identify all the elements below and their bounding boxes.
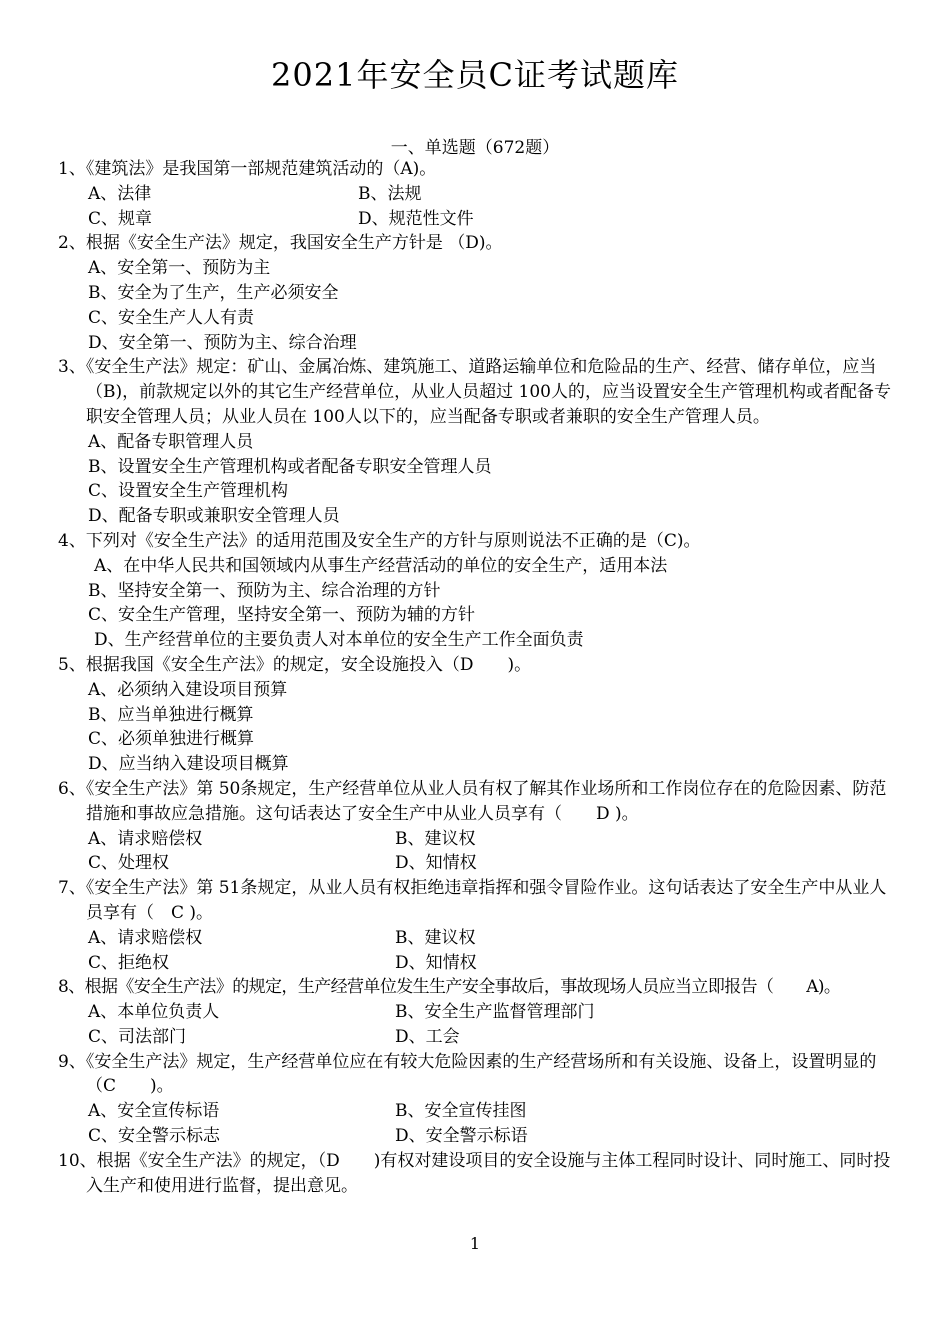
question [58,975,903,1049]
option-row [58,951,903,976]
option: A、必须纳入建设项目预算 [88,679,288,700]
question [58,653,903,777]
question [58,1149,903,1199]
question-text: 9、《安全生产法》规定，生产经营单位应在有较大危险因素的生产经营场所和有关设施、设备上，设置明显的（C )。 [58,1051,877,1097]
option-row [58,1000,903,1025]
section-heading: 一、单选题（672题） [390,138,560,158]
option: D、安全第一、预防为主、综合治理 [88,332,357,353]
option: A、本单位负责人 [88,1002,220,1023]
option-row [58,207,903,232]
question [58,231,903,355]
option-row [58,1099,903,1124]
option: B、应当单独进行概算 [88,704,254,725]
option: A、法律 [88,183,152,204]
question-text: 8、根据《安全生产法》的规定，生产经营单位发生生产安全事故后，事故现场人员应当立即报告（ A)。 [58,977,841,998]
option: C、拒绝权 [88,952,170,973]
option: C、安全警示标志 [88,1126,221,1147]
option: A、安全第一、预防为主 [88,258,271,279]
page-number: 1 [469,1234,481,1253]
option: C、规章 [88,208,153,229]
option: D、规范性文件 [358,208,474,229]
option: D、知情权 [395,952,477,973]
option: B、建议权 [395,927,476,948]
question-text: 3、《安全生产法》规定：矿山、金属冶炼、建筑施工、道路运输单位和危险品的生产、经营、储存单位，应当（B)，前款规定以外的其它生产经营单位，从业人员超过 100人的，应当设置安全生产管理机构或者配备专职安全管理人员；从业人员在 100人以下的，应当配备专职或者兼职的安全生产管理人员。 [58,357,891,427]
option: A、安全宣传标语 [88,1101,220,1122]
question-list [58,157,903,1198]
option: D、生产经营单位的主要负责人对本单位的安全生产工作全面负责 [94,630,584,651]
question-text: 4、下列对《安全生产法》的适用范围及安全生产的方针与原则说法不正确的是（C)。 [58,530,701,551]
option-row [58,182,903,207]
option: B、安全为了生产，生产必须安全 [88,282,339,303]
option: D、应当纳入建设项目概算 [88,754,289,775]
option: B、法规 [358,183,422,204]
option-row [58,1124,903,1149]
document-title: 2021年安全员C证考试题库 [271,56,679,94]
option-row [58,851,903,876]
question [58,1050,903,1149]
option: A、在中华人民共和国领域内从事生产经营活动的单位的安全生产，适用本法 [94,555,668,576]
question [58,876,903,975]
option: C、设置安全生产管理机构 [88,481,289,502]
option: D、安全警示标语 [395,1126,528,1147]
question [58,157,903,231]
question-text: 7、《安全生产法》第 51条规定，从业人员有权拒绝违章指挥和强令冒险作业。这句话表达了安全生产中从业人员享有（ C )。 [58,878,887,923]
option: B、安全宣传挂图 [395,1101,527,1122]
question [58,529,903,653]
option: D、配备专职或兼职安全管理人员 [88,506,340,527]
option: A、请求赔偿权 [88,927,203,948]
option: B、设置安全生产管理机构或者配备专职安全管理人员 [88,456,492,477]
option-row [58,926,903,951]
question [58,777,903,876]
option: C、处理权 [88,853,170,874]
option: B、坚持安全第一、预防为主、综合治理的方针 [88,580,441,601]
option: C、司法部门 [88,1026,187,1047]
option: B、安全生产监督管理部门 [395,1002,595,1023]
option: A、配备专职管理人员 [88,431,254,452]
question-text: 1、《建筑法》是我国第一部规范建筑活动的（A)。 [58,159,437,179]
option-row [58,1025,903,1050]
option: A、请求赔偿权 [88,828,203,849]
question-text: 6、《安全生产法》第 50条规定，生产经营单位从业人员有权了解其作业场所和工作岗位存在的危险因素、防范措施和事故应急措施。这句话表达了安全生产中从业人员享有（ D )。 [58,778,887,824]
question-text: 10、根据《安全生产法》的规定，（D )有权对建设项目的安全设施与主体工程同时设计、同时施工、同时投入生产和使用进行监督，提出意见。 [58,1150,891,1196]
option: B、建议权 [395,828,476,849]
option: C、安全生产人人有责 [88,307,255,328]
question [58,355,903,529]
option: D、知情权 [395,853,477,874]
option: D、工会 [395,1026,460,1047]
option-row [58,827,903,852]
option: C、必须单独进行概算 [88,729,255,750]
question-text: 2、根据《安全生产法》规定，我国安全生产方针是 （D)。 [58,233,503,254]
question-text: 5、根据我国《安全生产法》的规定，安全设施投入（D )。 [58,654,532,675]
option: C、安全生产管理，坚持安全第一、预防为辅的方针 [88,605,476,626]
